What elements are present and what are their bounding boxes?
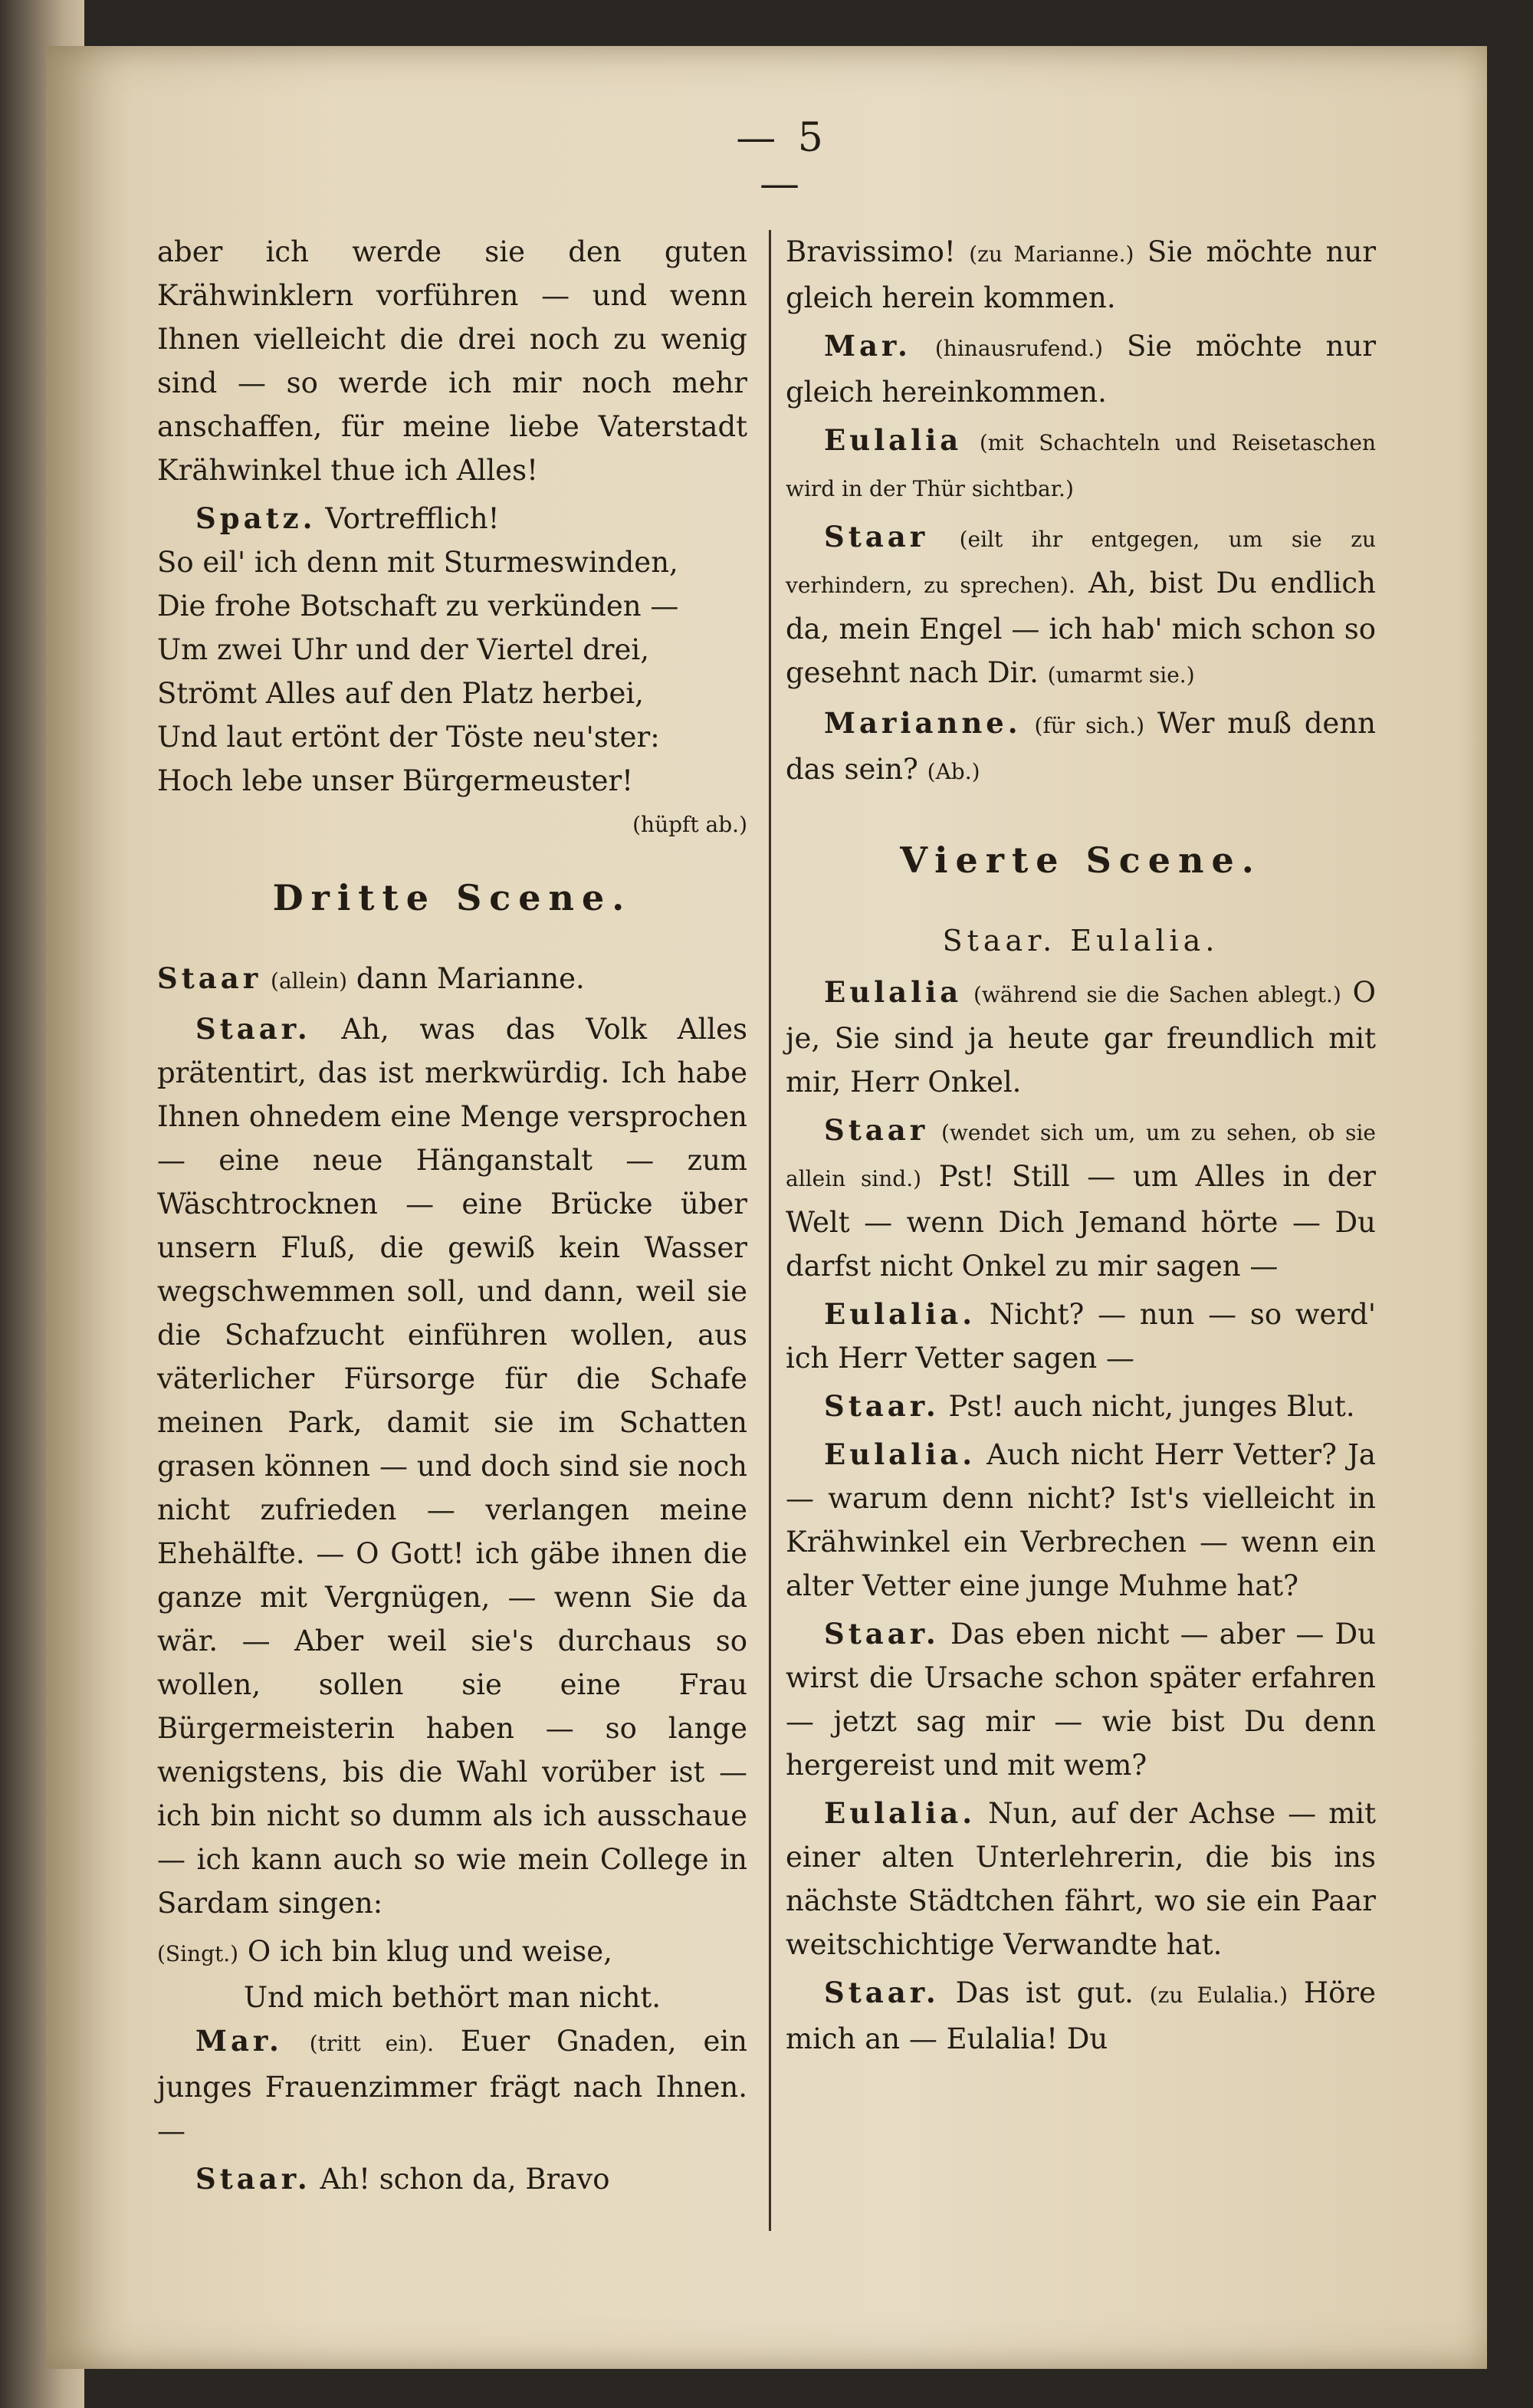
dialogue-text: O je, Sie sind ja heute gar freundlich mit mir, Herr Onkel. bbox=[786, 976, 1376, 1099]
paragraph bbox=[157, 1007, 747, 1925]
dialogue-text: Pst! auch nicht, junges Blut. bbox=[948, 1390, 1355, 1423]
dialogue-text: Ah, bist Du endlich da, mein Engel — ich hab' mich schon so gesehnt nach Dir. bbox=[786, 567, 1376, 689]
verse-line: Und mich bethört man nicht. bbox=[243, 1981, 661, 2014]
page-number: — 5 — bbox=[736, 115, 828, 207]
paragraph bbox=[786, 1792, 1376, 1966]
stage-direction: (hüpft ab.) bbox=[632, 812, 747, 837]
cast-line: Staar. Eulalia. bbox=[942, 924, 1220, 958]
verse-line: O ich bin klug und weise, bbox=[247, 1935, 612, 1968]
dialogue-text: Vortrefflich! bbox=[325, 502, 500, 535]
paragraph bbox=[157, 2157, 747, 2201]
dialogue-text: Sie möchte nur gleich hereinkommen. bbox=[786, 330, 1377, 409]
paragraph bbox=[786, 1971, 1376, 2061]
right-column bbox=[786, 230, 1376, 2061]
paragraph bbox=[157, 2019, 747, 2153]
stage-direction: (hinausrufend.) bbox=[934, 336, 1104, 361]
stage-direction: (während sie die Sachen ablegt.) bbox=[973, 982, 1341, 1007]
paragraph bbox=[157, 497, 747, 540]
dialogue-text: Nun, auf der Achse — mit einer alten Unterlehrerin, die bis ins nächste Städtchen fährt, wo sie ein Paar weitschichtige Verwandte hat. bbox=[786, 1797, 1377, 1961]
dialogue-text: Auch nicht Herr Vetter? Ja — warum denn nicht? Ist's vielleicht in Krähwinkel ein Verbrechen — wenn ein alter Vetter eine junge Muhme hat? bbox=[786, 1438, 1376, 1602]
verse-line: Die frohe Botschaft zu verkünden — bbox=[157, 590, 679, 623]
speaker-name: Staar. bbox=[824, 1617, 940, 1651]
speaker-name: Mar. bbox=[195, 2024, 283, 2058]
dialogue-text: Bravissimo! bbox=[786, 235, 956, 268]
speaker-name: Staar bbox=[157, 961, 262, 995]
stage-direction: (allein) bbox=[271, 968, 348, 994]
scene-heading: Dritte Scene. bbox=[272, 877, 632, 918]
speaker-name: Marianne. bbox=[824, 706, 1022, 740]
dialogue-text: Das ist gut. bbox=[955, 1976, 1134, 2009]
stage-direction: (zu Eulalia.) bbox=[1149, 1983, 1288, 2008]
speaker-name: Eulalia. bbox=[824, 1796, 977, 1830]
speaker-name: Eulalia. bbox=[824, 1297, 977, 1331]
dialogue-text: Nicht? — nun — so werd' ich Herr Vetter sagen — bbox=[786, 1298, 1376, 1375]
stage-direction: (umarmt sie.) bbox=[1047, 662, 1195, 688]
verse-block bbox=[157, 540, 747, 846]
paragraph bbox=[786, 971, 1376, 1104]
stage-direction: (für sich.) bbox=[1034, 713, 1145, 738]
paragraph: aber ich werde sie den guten Krähwinklern vorführen — und wenn Ihnen vielleicht die drei noch zu wenig sind — so werde ich mir noch mehr anschaffen, für meine liebe Vaterstadt Krähwinkel thue ich Alles! bbox=[157, 235, 747, 487]
stage-direction: (mit Schachteln und Reisetaschen wird in der Thür sichtbar.) bbox=[786, 430, 1377, 501]
speaker-name: Staar. bbox=[195, 2162, 311, 2196]
dialogue-text: Ah! schon da, Bravo bbox=[320, 2163, 610, 2196]
dialogue-text: Das eben nicht — aber — Du wirst die Ursache schon später erfahren — jetzt sag mir — wie bist Du denn hergereist und mit wem? bbox=[786, 1618, 1377, 1782]
stage-direction: (Singt.) bbox=[157, 1941, 239, 1966]
speaker-name: Staar bbox=[824, 1113, 929, 1147]
stage-direction: (zu Marianne.) bbox=[969, 241, 1134, 267]
speaker-name: Eulalia. bbox=[824, 1437, 977, 1471]
dialogue-text: Ah, was das Volk Alles prätentirt, das ist merkwürdig. Ich habe Ihnen ohnedem eine Menge versprochen — eine neue Hänganstalt — zum Wäschtrocknen — eine Brücke über unsern Fluß, die gewiß kein Wasser wegschwemmen soll, und dann, weil sie die Schafzucht einführen wollen, aus väterlicher Fürsorge für die Schafe meinen Park, damit sie im Schatten grasen können — und doch sind sie noch nicht zufrieden — verlangen meine Ehehälfte. — O Gott! ich gäbe ihnen die ganze mit Vergnügen, — wenn Sie da wär. — Aber weil sie's durchaus so wollen, sollen sie eine Frau Bürgermeisterin haben — so lange wenigstens, bis die Wahl vorüber ist — ich bin nicht so dumm als ich ausschaue — ich kann auch so wie mein College in Sardam singen: bbox=[157, 1013, 747, 1920]
dialogue-text: Höre mich an — Eulalia! Du bbox=[786, 1976, 1376, 2055]
speaker-name: Staar. bbox=[824, 1389, 940, 1423]
speaker-name: Eulalia bbox=[824, 423, 963, 457]
verse-line: So eil' ich denn mit Sturmeswinden, bbox=[157, 546, 678, 579]
dialogue-text: Sie möchte nur gleich herein kommen. bbox=[786, 235, 1377, 314]
paragraph bbox=[786, 1612, 1376, 1787]
dialogue-text: Pst! Still — um Alles in der Welt — wenn Dich Jemand hörte — Du darfst nicht Onkel zu mir sagen — bbox=[786, 1160, 1376, 1283]
cast-line bbox=[157, 957, 747, 1003]
paragraph bbox=[786, 324, 1376, 414]
paragraph bbox=[786, 515, 1376, 697]
paragraph bbox=[786, 419, 1376, 511]
speaker-name: Staar. bbox=[824, 1976, 940, 2009]
dialogue-text: Wer muß denn das sein? bbox=[786, 707, 1376, 786]
cast-text: dann Marianne. bbox=[356, 962, 585, 995]
paragraph bbox=[786, 1109, 1376, 1288]
verse-line: Um zwei Uhr und der Viertel drei, bbox=[157, 633, 649, 666]
speaker-name: Mar. bbox=[824, 329, 911, 363]
paragraph bbox=[786, 1433, 1376, 1608]
paragraph bbox=[786, 701, 1376, 793]
paragraph bbox=[786, 230, 1376, 320]
verse-line: Hoch lebe unser Bürgermeuster! bbox=[157, 764, 634, 797]
dialogue-text: Euer Gnaden, ein junges Frauenzimmer frägt nach Ihnen. — bbox=[157, 2025, 748, 2147]
column-divider bbox=[769, 230, 771, 2231]
stage-direction: (Ab.) bbox=[927, 759, 980, 784]
speaker-name: Eulalia bbox=[824, 975, 963, 1009]
speaker-name: Staar bbox=[824, 520, 929, 554]
stage-direction: (eilt ihr entgegen, um sie zu verhindern, zu sprechen). bbox=[786, 527, 1376, 598]
paragraph bbox=[786, 1385, 1376, 1428]
verse-line: Strömt Alles auf den Platz herbei, bbox=[157, 677, 644, 710]
stage-direction: (tritt ein). bbox=[309, 2031, 435, 2056]
stage-direction: (wendet sich um, um zu sehen, ob sie allein sind.) bbox=[786, 1120, 1376, 1191]
song-line bbox=[157, 1930, 747, 1976]
verse-line: Und laut ertönt der Töste neu'ster: bbox=[157, 721, 660, 754]
speaker-name: Staar. bbox=[195, 1012, 311, 1046]
scene-heading: Vierte Scene. bbox=[900, 839, 1262, 881]
paragraph bbox=[786, 1293, 1376, 1380]
speaker-name: Spatz. bbox=[195, 501, 317, 535]
left-column bbox=[157, 230, 747, 2201]
